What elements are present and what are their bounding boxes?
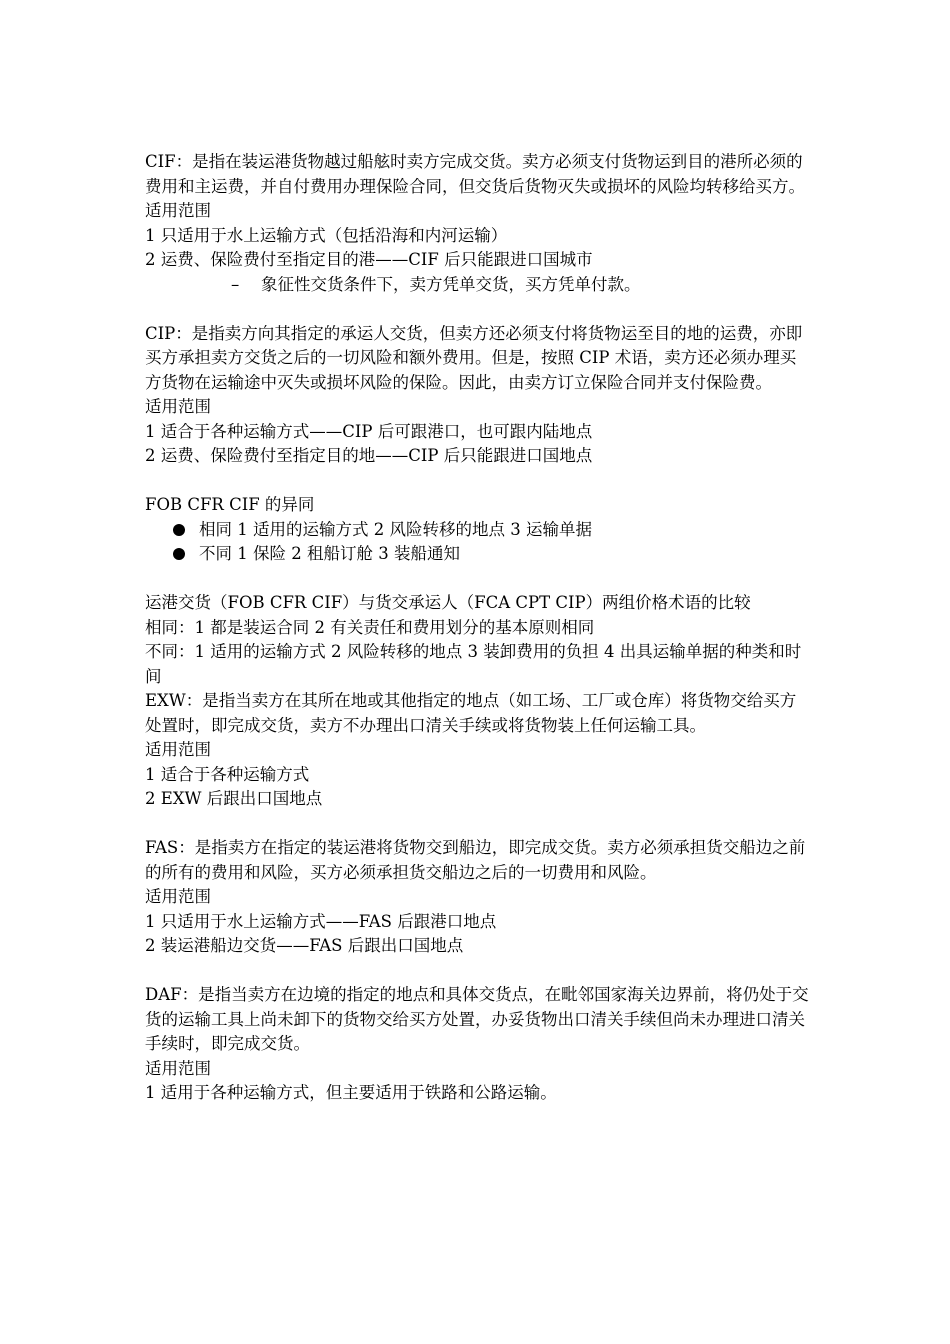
cif-dash-text: 象征性交货条件下，卖方凭单交货，买方凭单付款。 xyxy=(261,274,641,294)
cif-scope-title: 适用范围 xyxy=(145,201,211,220)
compare2-diff: 不同：1 适用的运输方式 2 风险转移的地点 3 装卸费用的负担 4 出具运输单据的种类和时间 xyxy=(145,642,802,686)
bullet-item xyxy=(145,518,810,543)
spacer xyxy=(145,297,810,322)
exw-item: 1 适合于各种运输方式 xyxy=(145,764,310,784)
cip-section xyxy=(145,322,810,469)
compare2-same: 相同：1 都是装运合同 2 有关责任和费用划分的基本原则相同 xyxy=(145,617,595,637)
cif-item: 1 只适用于水上运输方式（包括沿海和内河运输） xyxy=(145,225,508,245)
daf-scope-title: 适用范围 xyxy=(145,1058,211,1078)
dash-marker: – xyxy=(231,274,240,294)
cif-definition: CIF：是指在装运港货物越过船舷时卖方完成交货。卖方必须支付货物运到目的港所必须的费用和主运费，并自付费用办理保险合同，但交货后货物灭失或损坏的风险均转移给买方。 xyxy=(145,152,805,196)
spacer xyxy=(145,567,810,592)
cif-dash-item xyxy=(145,273,810,298)
exw-section xyxy=(145,689,810,812)
document-page xyxy=(145,150,810,1106)
daf-item: 1 适用于各种运输方式，但主要适用于铁路和公路运输。 xyxy=(145,1083,557,1102)
bullet-text: 不同 1 保险 2 租船订舱 3 装船通知 xyxy=(199,544,460,563)
fas-item: 1 只适用于水上运输方式——FAS 后跟港口地点 xyxy=(145,911,497,931)
bullet-dot-icon xyxy=(173,548,185,560)
cif-section xyxy=(145,150,810,297)
compare-title: FOB CFR CIF 的异同 xyxy=(145,495,315,514)
daf-definition: DAF：是指当卖方在边境的指定的地点和具体交货点，在毗邻国家海关边界前，将仍处于交货的运输工具上尚未卸下的货物交给买方处置，办妥货物出口清关手续但尚未办理进口清关手续时，即完成交货。 xyxy=(145,985,809,1053)
fob-cfr-cif-compare-section xyxy=(145,493,810,567)
cif-item: 2 运费、保险费付至指定目的港——CIF 后只能跟进口国城市 xyxy=(145,250,593,269)
bullet-item xyxy=(145,542,810,567)
cip-item: 1 适合于各种运输方式——CIP 后可跟港口，也可跟内陆地点 xyxy=(145,421,593,441)
cip-item: 2 运费、保险费付至指定目的地——CIP 后只能跟进口国地点 xyxy=(145,446,593,465)
fas-section xyxy=(145,836,810,959)
spacer xyxy=(145,959,810,984)
two-groups-compare-section xyxy=(145,591,810,689)
spacer xyxy=(145,812,810,837)
spacer xyxy=(145,469,810,494)
daf-section xyxy=(145,983,810,1106)
bullet-text: 相同 1 适用的运输方式 2 风险转移的地点 3 运输单据 xyxy=(199,519,592,539)
exw-item: 2 EXW 后跟出口国地点 xyxy=(145,789,323,808)
compare2-title: 运港交货（FOB CFR CIF）与货交承运人（FCA CPT CIP）两组价格术语的比较 xyxy=(145,593,751,612)
fas-item: 2 装运港船边交货——FAS 后跟出口国地点 xyxy=(145,936,464,955)
bullet-dot-icon xyxy=(173,524,185,536)
fas-scope-title: 适用范围 xyxy=(145,887,211,906)
cip-scope-title: 适用范围 xyxy=(145,397,211,416)
exw-scope-title: 适用范围 xyxy=(145,740,211,759)
cip-definition: CIP：是指卖方向其指定的承运人交货，但卖方还必须支付将货物运至目的地的运费，亦即买方承担卖方交货之后的一切风险和额外费用。但是，按照 CIP 术语，卖方还必须办理买方货物在运输途中灭失或损坏风险的保险。因此，由卖方订立保险合同并支付保险费。 xyxy=(145,323,803,392)
exw-definition: EXW：是指当卖方在其所在地或其他指定的地点（如工场、工厂或仓库）将货物交给买方处置时，即完成交货，卖方不办理出口清关手续或将货物装上任何运输工具。 xyxy=(145,691,797,735)
fas-definition: FAS：是指卖方在指定的装运港将货物交到船边，即完成交货。卖方必须承担货交船边之前的所有的费用和风险，买方必须承担货交船边之后的一切费用和风险。 xyxy=(145,838,806,882)
